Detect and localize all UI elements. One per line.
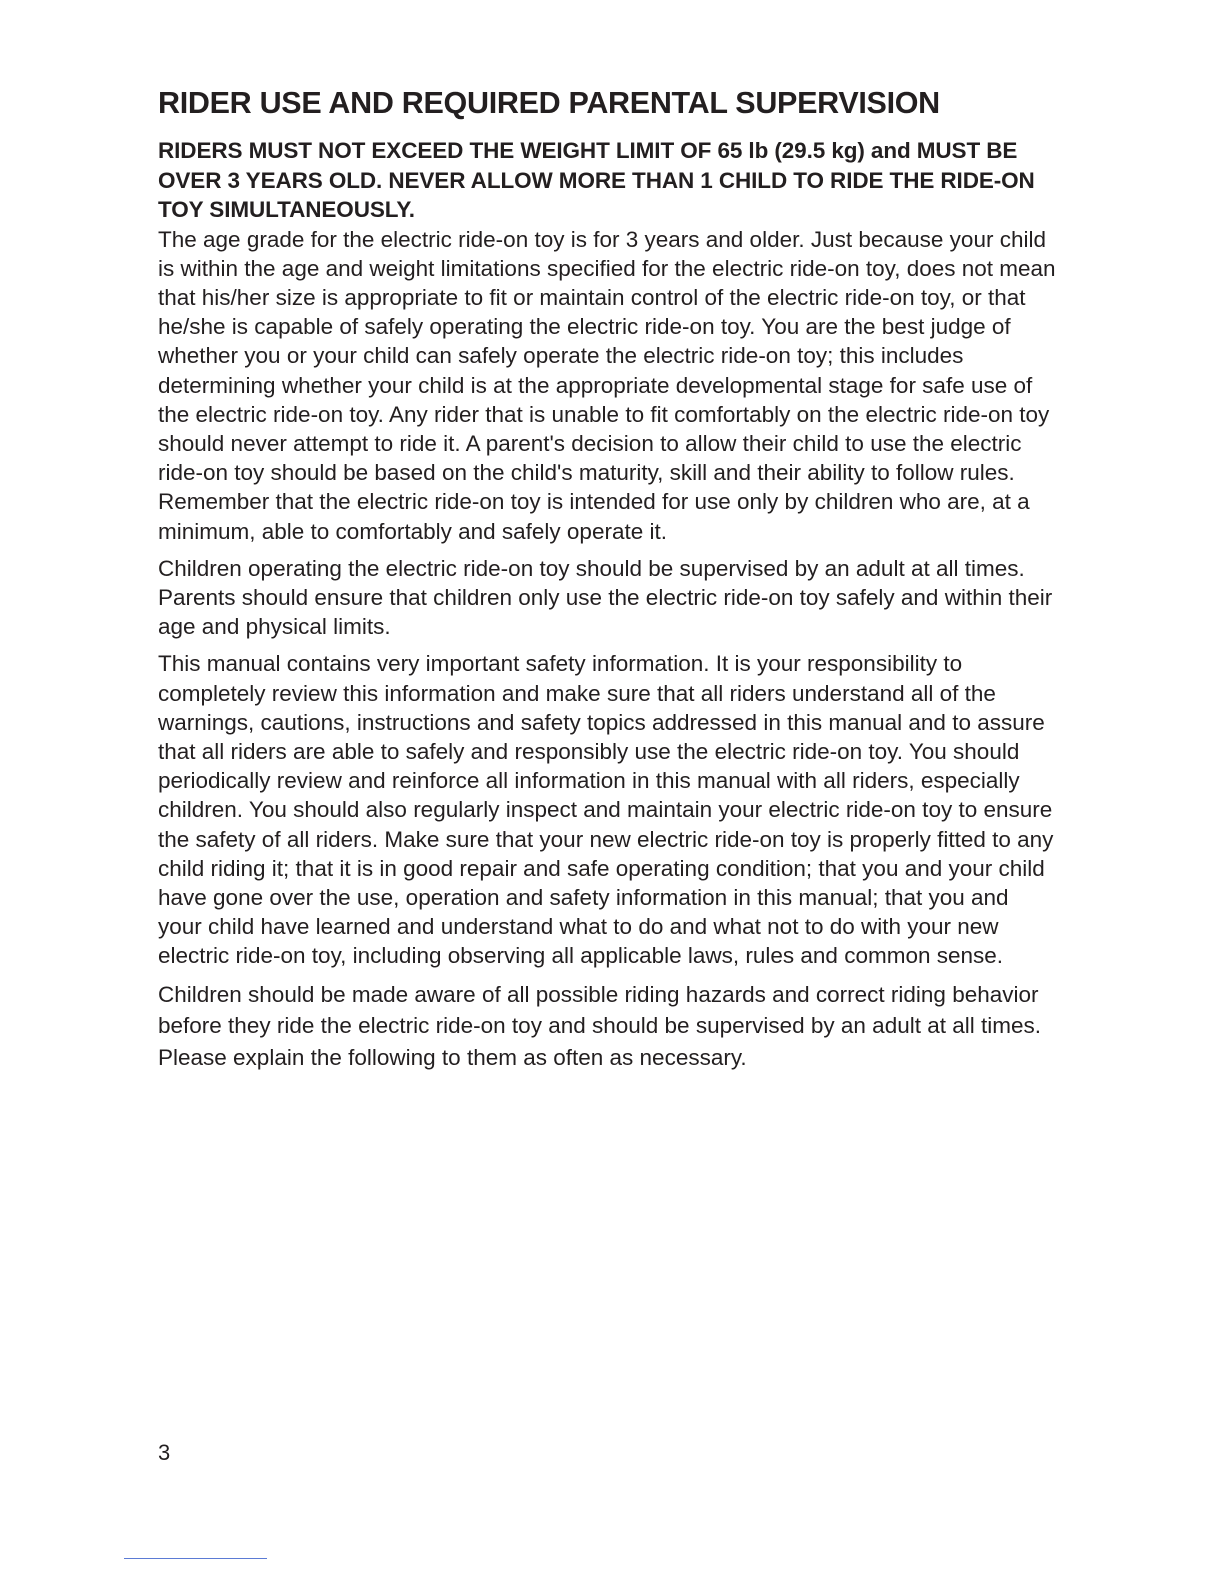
document-page: [158, 84, 1058, 1081]
age-grade-paragraph: The age grade for the electric ride-on toy is for 3 years and older. Just because your child is within the age and weight limitations specified for the electric ride-on toy, does not mean that his/her size is appropriate to fit or maintain control of the electric ride-on toy, or that he/she is capable of safely operating the electric ride-on toy. You are the best judge of whether you or your child can safely operate the electric ride-on toy; this includes determining whether your child is at the appropriate developmental stage for safe use of the electric ride-on toy. Any rider that is unable to fit comfortably on the electric ride-on toy should never attempt to ride it. A parent's decision to allow their child to use the electric ride-on toy should be based on the child's maturity, skill and their ability to follow rules. Remember that the electric ride-on toy is intended for use only by children who are, at a minimum, able to comfortably and safely operate it.: [158, 226, 1056, 544]
page-number: 3: [158, 1440, 171, 1465]
manual-responsibility-paragraph: This manual contains very important safety information. It is your responsibility to completely review this information and make sure that all riders understand all of the warnings, cautions, instructions and safety topics addressed in this manual and to assure that all riders are able to safely and responsibly use the electric ride-on toy. You should periodically review and reinforce all information in this manual with all riders, especially children. You should also regularly inspect and maintain your electric ride-on toy to ensure the safety of all riders. Make sure that your new electric ride-on toy is properly fitted to any child riding it; that it is in good repair and safe operating condition; that you and your child have gone over the use, operation and safety information in this manual; that you and your child have learned and understand what to do and what not to do with your new electric ride-on toy, including observing all applicable laws, rules and common sense.: [158, 651, 1054, 969]
section-heading: RIDER USE AND REQUIRED PARENTAL SUPERVISION: [158, 86, 940, 120]
supervision-paragraph: Children operating the electric ride-on toy should be supervised by an adult at all times. Parents should ensure that children only use the electric ride-on toy safely and within their age and physical limits.: [158, 555, 1053, 640]
hazards-paragraph: Children should be made aware of all possible riding hazards and correct riding behavior before they ride the electric ride-on toy and should be supervised by an adult at all times. Please explain the following to them as often as necessary.: [158, 981, 1042, 1070]
footer-rule: [124, 1558, 267, 1559]
weight-age-warning: RIDERS MUST NOT EXCEED THE WEIGHT LIMIT OF 65 lb (29.5 kg) and MUST BE OVER 3 YEARS OLD. NEVER ALLOW MORE THAN 1 CHILD TO RIDE THE RIDE-ON TOY SIMULTANEOUSLY.: [158, 138, 1035, 222]
